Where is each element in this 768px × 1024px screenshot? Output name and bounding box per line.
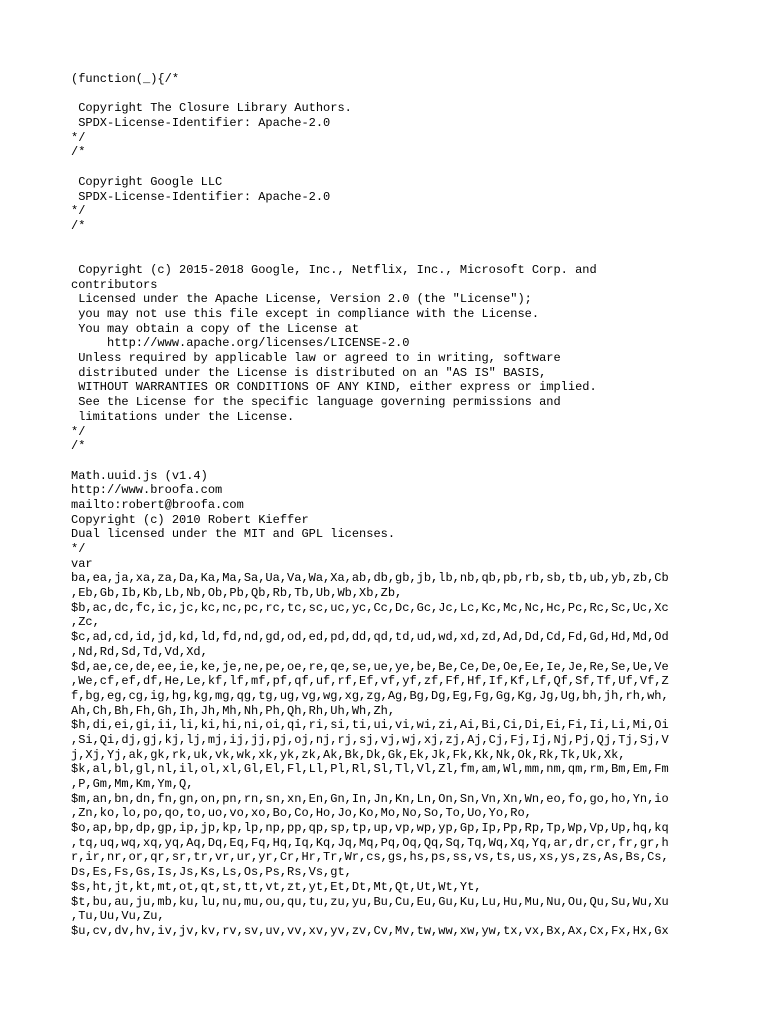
code-line: $c,ad,cd,id,jd,kd,ld,fd,nd,gd,od,ed,pd,dd,qd,td,ud,wd,xd,zd,Ad,Dd,Cd,Fd,Gd,Hd,Md,Od [71, 630, 669, 645]
code-line: Licensed under the Apache License, Version 2.0 (the "License"); [71, 292, 532, 307]
code-line: */ [71, 130, 86, 145]
code-line: $t,bu,au,ju,mb,ku,lu,nu,mu,ou,qu,tu,zu,yu,Bu,Cu,Eu,Gu,Ku,Lu,Hu,Mu,Nu,Ou,Qu,Su,Wu,Xu [71, 894, 669, 909]
code-line: */ [71, 542, 86, 556]
code-line: $o,ap,bp,dp,gp,ip,jp,kp,lp,np,pp,qp,sp,tp,up,vp,wp,yp,Gp,Ip,Pp,Rp,Tp,Wp,Vp,Up,hq,kq [71, 821, 669, 836]
code-line: $s,ht,jt,kt,mt,ot,qt,st,tt,vt,zt,yt,Et,Dt,Mt,Qt,Ut,Wt,Yt, [71, 879, 482, 894]
code-line: ,We,cf,ef,df,He,Le,kf,lf,mf,pf,qf,uf,rf,Ef,vf,yf,zf,Ff,Hf,If,Kf,Lf,Qf,Sf,Tf,Uf,Vf,Z [71, 674, 669, 689]
code-line: ,Nd,Rd,Sd,Td,Vd,Xd, [71, 644, 208, 659]
code-line: Math.uuid.js (v1.4) [71, 468, 208, 483]
code-line: mailto:robert@broofa.com [71, 497, 244, 512]
code-line [71, 234, 711, 249]
code-line: ,Zn,ko,lo,po,qo,to,uo,vo,xo,Bo,Co,Ho,Jo,Ko,Mo,No,So,To,Uo,Yo,Ro, [71, 806, 532, 821]
code-line: http://www.apache.org/licenses/LICENSE-2.0 [71, 336, 410, 351]
code-line: j,Xj,Yj,ak,gk,rk,uk,vk,wk,xk,yk,zk,Ak,Bk,Dk,Gk,Ek,Jk,Fk,Kk,Nk,Ok,Rk,Tk,Uk,Xk, [71, 747, 626, 762]
code-line: contributors [71, 277, 158, 292]
code-line: Dual licensed under the MIT and GPL licenses. [71, 527, 396, 542]
code-line: Copyright (c) 2010 Robert Kieffer [71, 512, 309, 527]
code-line: Copyright (c) 2015-2018 Google, Inc., Netflix, Inc., Microsoft Corp. and [71, 262, 597, 277]
code-line: $k,al,bl,gl,nl,il,ol,xl,Gl,El,Fl,Ll,Pl,Rl,Sl,Tl,Vl,Zl,fm,am,Wl,mm,nm,qm,rm,Bm,Em,Fm [71, 762, 669, 777]
code-line: Ds,Es,Fs,Gs,Is,Js,Ks,Ls,Os,Ps,Rs,Vs,gt, [71, 865, 352, 880]
code-line: $h,di,ei,gi,ii,li,ki,hi,ni,oi,qi,ri,si,ti,ui,vi,wi,zi,Ai,Bi,Ci,Di,Ei,Fi,Ii,Li,Mi,Oi [71, 718, 669, 733]
code-line: ,Zc, [71, 615, 100, 630]
document-text [71, 72, 711, 939]
code-line: ,Tu,Uu,Vu,Zu, [71, 909, 165, 924]
code-line: ,P,Gm,Mm,Km,Ym,Q, [71, 777, 194, 791]
code-line: You may obtain a copy of the License at [71, 321, 360, 336]
code-line: WITHOUT WARRANTIES OR CONDITIONS OF ANY KIND, either express or implied. [71, 380, 597, 395]
code-line: */ [71, 424, 86, 439]
code-line: ,Si,Qi,dj,gj,kj,lj,mj,ij,jj,pj,oj,nj,rj,sj,vj,wj,xj,zj,Aj,Cj,Fj,Ij,Nj,Pj,Qj,Tj,Sj,V [71, 732, 669, 747]
code-line: Copyright The Closure Library Authors. [71, 101, 352, 116]
code-line: limitations under the License. [71, 409, 295, 424]
code-line: var [71, 556, 93, 571]
code-line: ba,ea,ja,xa,za,Da,Ka,Ma,Sa,Ua,Va,Wa,Xa,ab,db,gb,jb,lb,nb,qb,pb,rb,sb,tb,ub,yb,zb,Cb [71, 571, 669, 586]
code-line: */ [71, 204, 86, 219]
code-line: http://www.broofa.com [71, 483, 223, 498]
code-line: /* [71, 218, 86, 233]
code-line [71, 454, 711, 469]
code-line: $u,cv,dv,hv,iv,jv,kv,rv,sv,uv,vv,xv,yv,zv,Cv,Mv,tw,ww,xw,yw,tx,vx,Bx,Ax,Cx,Fx,Hx,Gx [71, 923, 669, 938]
code-line: See the License for the specific language governing permissions and [71, 395, 561, 410]
code-line: Copyright Google LLC [71, 174, 223, 189]
code-line: $m,an,bn,dn,fn,gn,on,pn,rn,sn,xn,En,Gn,In,Jn,Kn,Ln,On,Sn,Vn,Xn,Wn,eo,fo,go,ho,Yn,io [71, 791, 669, 806]
code-line [71, 160, 711, 175]
code-line: you may not use this file except in compliance with the License. [71, 307, 540, 321]
code-line: /* [71, 439, 86, 454]
code-line: (function(_){/* [71, 72, 180, 86]
code-line [71, 248, 711, 263]
code-line [71, 87, 711, 102]
code-line: SPDX-License-Identifier: Apache-2.0 [71, 116, 331, 131]
code-line: SPDX-License-Identifier: Apache-2.0 [71, 189, 331, 204]
code-line: $b,ac,dc,fc,ic,jc,kc,nc,pc,rc,tc,sc,uc,yc,Cc,Dc,Gc,Jc,Lc,Kc,Mc,Nc,Hc,Pc,Rc,Sc,Uc,Xc [71, 600, 669, 615]
code-line: ,Eb,Gb,Ib,Kb,Lb,Nb,Ob,Pb,Qb,Rb,Tb,Ub,Wb,Xb,Zb, [71, 586, 403, 601]
code-line: Unless required by applicable law or agreed to in writing, software [71, 351, 561, 366]
code-line: distributed under the License is distributed on an "AS IS" BASIS, [71, 365, 547, 380]
code-line: Ah,Ch,Bh,Fh,Gh,Ih,Jh,Mh,Nh,Ph,Qh,Rh,Uh,Wh,Zh, [71, 703, 396, 718]
code-line: ,tq,uq,wq,xq,yq,Aq,Dq,Eq,Fq,Hq,Iq,Kq,Jq,Mq,Pq,Oq,Qq,Sq,Tq,Wq,Xq,Yq,ar,dr,cr,fr,gr,h [71, 835, 669, 850]
code-line: f,bg,eg,cg,ig,hg,kg,mg,qg,tg,ug,vg,wg,xg,zg,Ag,Bg,Dg,Eg,Fg,Gg,Kg,Jg,Ug,bh,jh,rh,wh, [71, 688, 669, 703]
code-line: /* [71, 145, 86, 160]
code-line: r,ir,nr,or,qr,sr,tr,vr,ur,yr,Cr,Hr,Tr,Wr,cs,gs,hs,ps,ss,vs,ts,us,xs,ys,zs,As,Bs,Cs, [71, 850, 669, 865]
code-line: $d,ae,ce,de,ee,ie,ke,je,ne,pe,oe,re,qe,se,ue,ye,be,Be,Ce,De,Oe,Ee,Ie,Je,Re,Se,Ue,Ve [71, 659, 669, 674]
